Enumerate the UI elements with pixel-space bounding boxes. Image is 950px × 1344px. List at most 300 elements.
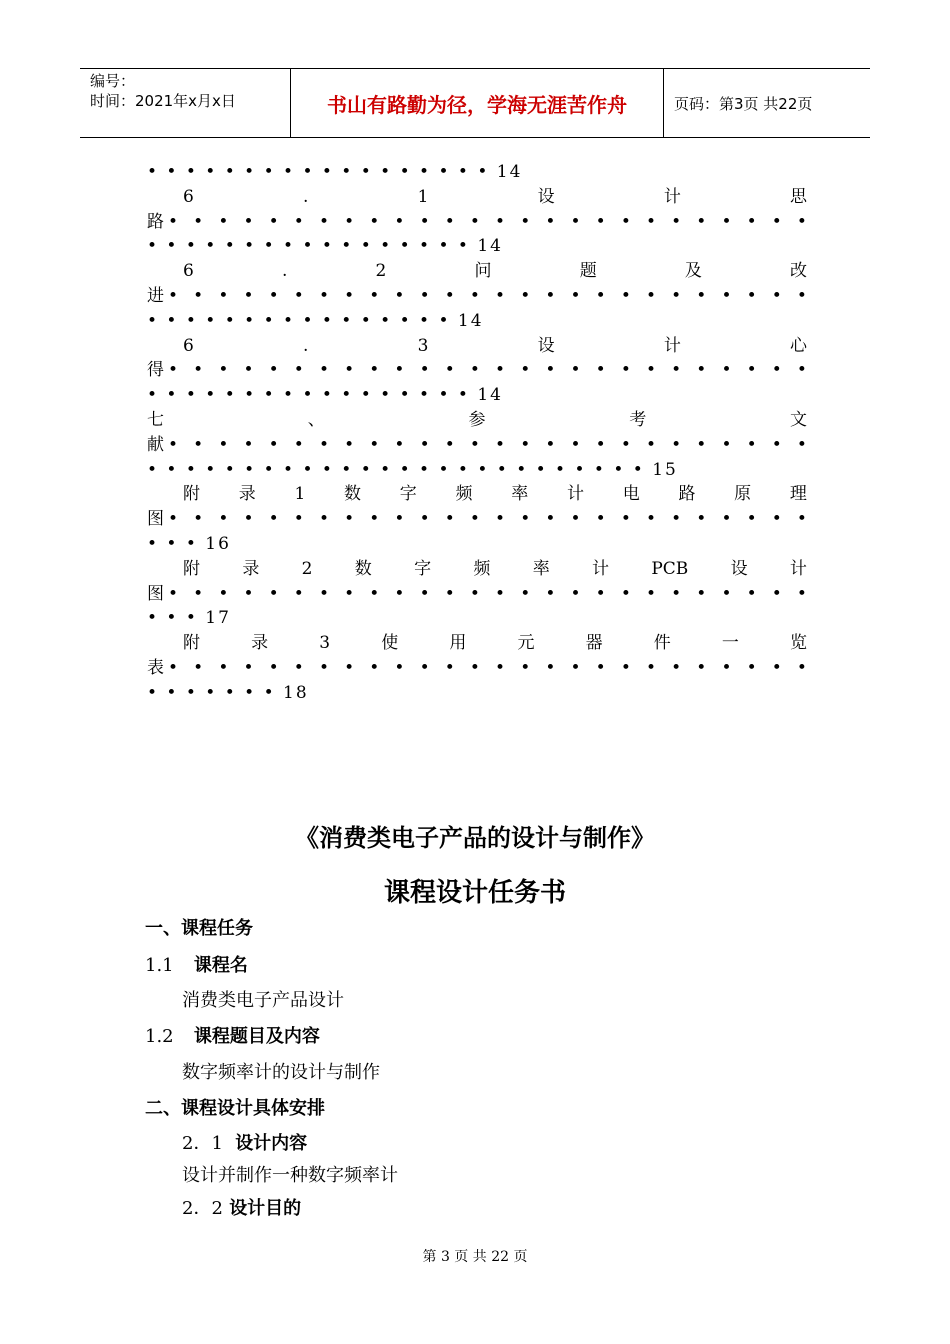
leader-dot: • xyxy=(394,583,405,604)
leader-dot: • xyxy=(293,434,304,455)
leader-dot: • xyxy=(696,285,707,306)
leader-dot: • xyxy=(394,657,405,678)
toc-entry-7-cont xyxy=(147,433,807,458)
leader-dot: • xyxy=(796,285,807,306)
section-2-1-text: 设计并制作一种数字频率计 xyxy=(182,1165,398,1186)
page-footer: 第 3 页 共 22 页 xyxy=(422,1249,528,1265)
leader-dot: • xyxy=(495,285,506,306)
section-title: 设计目的 xyxy=(229,1198,302,1219)
toc-leader-dots xyxy=(168,210,807,235)
leader-dot: • xyxy=(268,285,279,306)
toc-cont-char: 进 xyxy=(147,285,164,306)
leader-dot: • xyxy=(721,657,732,678)
leader-dot: • xyxy=(469,583,480,604)
section-title: 设计内容 xyxy=(235,1133,308,1154)
leader-dot: • xyxy=(545,211,556,232)
header-time: 时间：2021年x月x日 xyxy=(90,92,236,110)
leader-dot: • xyxy=(218,360,229,381)
toc-entry-appendix-3-cont xyxy=(147,656,807,681)
leader-dot: • xyxy=(696,211,707,232)
toc-leader-dots xyxy=(168,284,807,309)
leader-dot: • xyxy=(520,657,531,678)
leader-dot: • xyxy=(318,509,329,530)
leader-dot: • xyxy=(545,360,556,381)
leader-dot: • xyxy=(444,583,455,604)
leader-dot: • xyxy=(318,285,329,306)
leader-dot: • xyxy=(771,657,782,678)
toc-heading-part: 1 xyxy=(294,484,306,505)
toc-heading-part: 3 xyxy=(319,633,331,654)
toc-heading-part: 及 xyxy=(684,261,702,282)
leader-dot: • xyxy=(696,434,707,455)
toc-heading-part: 附 xyxy=(183,484,200,505)
toc-heading-part: 路 xyxy=(678,484,696,505)
section-1-1-heading xyxy=(145,951,248,977)
toc-leader-dots xyxy=(168,656,807,681)
toc-entry-6-1[interactable] xyxy=(147,185,807,210)
toc-heading-part: 电 xyxy=(622,484,640,505)
leader-dot: • xyxy=(545,657,556,678)
toc-heading-part: PCB xyxy=(651,558,689,579)
toc-entry-6-2[interactable] xyxy=(147,259,807,284)
leader-dot: • xyxy=(444,434,455,455)
leader-dot: • xyxy=(671,211,682,232)
toc-heading-part: 频 xyxy=(473,558,491,579)
section-2-2-heading xyxy=(182,1194,301,1220)
toc-heading-part: 参 xyxy=(468,409,486,430)
leader-dot: • xyxy=(671,509,682,530)
toc-heading-part: 设 xyxy=(730,558,748,579)
section-title: 课程名 xyxy=(193,955,248,976)
toc-heading-part: 原 xyxy=(734,484,752,505)
leader-dot: • xyxy=(268,434,279,455)
leader-dot: • xyxy=(570,360,581,381)
leader-dot: • xyxy=(419,657,430,678)
toc-entry-appendix-1[interactable] xyxy=(147,482,807,507)
leader-dot: • xyxy=(595,211,606,232)
leader-dot: • xyxy=(218,509,229,530)
toc-heading-part: 问 xyxy=(474,261,492,282)
leader-dot: • xyxy=(193,285,204,306)
toc-page-6-2: • • • • • • • • • • • • • • • • 14 xyxy=(147,310,484,331)
leader-dot: • xyxy=(168,211,179,232)
section-number: 2．1 xyxy=(182,1133,223,1154)
leader-dot: • xyxy=(520,285,531,306)
leader-dot: • xyxy=(168,434,179,455)
leader-dot: • xyxy=(469,657,480,678)
toc-cont-char: 路 xyxy=(147,211,164,232)
leader-dot: • xyxy=(495,657,506,678)
toc-heading-part: 附 xyxy=(183,558,200,579)
leader-dot: • xyxy=(268,211,279,232)
toc-heading-part: 、 xyxy=(307,409,325,430)
toc-heading-part: 数 xyxy=(354,558,372,579)
toc-heading-part: 七 xyxy=(147,409,164,430)
leader-dot: • xyxy=(218,657,229,678)
leader-dot: • xyxy=(444,285,455,306)
header-meta xyxy=(80,69,291,137)
leader-dot: • xyxy=(318,583,329,604)
leader-dot: • xyxy=(419,509,430,530)
leader-dot: • xyxy=(344,657,355,678)
toc-heading-part: 一 xyxy=(721,633,739,654)
leader-dot: • xyxy=(796,360,807,381)
leader-dot: • xyxy=(469,211,480,232)
toc-entry-appendix-2[interactable] xyxy=(147,557,807,582)
toc-page-6-3: • • • • • • • • • • • • • • • • • 14 xyxy=(147,385,503,406)
leader-dot: • xyxy=(671,285,682,306)
toc-heading-part: 改 xyxy=(790,261,807,282)
leader-dot: • xyxy=(620,583,631,604)
leader-dot: • xyxy=(595,360,606,381)
toc-page-7: • • • • • • • • • • • • • • • • • • • • • • • • • • 15 xyxy=(147,459,678,480)
leader-dot: • xyxy=(771,509,782,530)
leader-dot: • xyxy=(671,360,682,381)
toc-heading-part: . xyxy=(303,335,309,356)
toc-heading-part: 思 xyxy=(790,186,807,207)
toc-entry-6-1-cont xyxy=(147,210,807,235)
leader-dot: • xyxy=(318,657,329,678)
leader-dot: • xyxy=(394,285,405,306)
leader-dot: • xyxy=(671,657,682,678)
toc-leader-dots xyxy=(168,582,807,607)
leader-dot: • xyxy=(721,211,732,232)
section-2-heading: 二、课程设计具体安排 xyxy=(145,1098,325,1119)
toc-heading-part: 用 xyxy=(449,633,467,654)
leader-dot: • xyxy=(218,583,229,604)
leader-dot: • xyxy=(620,657,631,678)
leader-dot: • xyxy=(696,657,707,678)
toc-entry-7[interactable] xyxy=(147,408,807,433)
leader-dot: • xyxy=(394,211,405,232)
leader-dot: • xyxy=(168,360,179,381)
leader-dot: • xyxy=(419,211,430,232)
leader-dot: • xyxy=(570,509,581,530)
leader-dot: • xyxy=(545,583,556,604)
leader-dot: • xyxy=(193,434,204,455)
leader-dot: • xyxy=(645,434,656,455)
leader-dot: • xyxy=(318,434,329,455)
motto-text: 书山有路勤为径，学海无涯苦作舟 xyxy=(327,92,627,117)
toc-tail-line: • • • • • • • • • • • • • • • • • • 14 xyxy=(147,162,523,182)
leader-dot: • xyxy=(369,657,380,678)
toc-leader-dots xyxy=(168,358,807,383)
section-number: 1.1 xyxy=(145,955,174,976)
toc-cont-char: 表 xyxy=(147,657,164,678)
leader-dot: • xyxy=(444,360,455,381)
leader-dot: • xyxy=(193,583,204,604)
toc-heading-part: 3 xyxy=(417,335,429,356)
leader-dot: • xyxy=(771,285,782,306)
toc-leader-dots xyxy=(168,507,807,532)
leader-dot: • xyxy=(369,211,380,232)
leader-dot: • xyxy=(746,360,757,381)
leader-dot: • xyxy=(746,583,757,604)
leader-dot: • xyxy=(570,657,581,678)
toc-cont-char: 图 xyxy=(147,509,164,530)
leader-dot: • xyxy=(620,434,631,455)
section-2-1-heading xyxy=(182,1129,307,1155)
page-info-text: 页码：第3页 共22页 xyxy=(674,94,813,113)
leader-dot: • xyxy=(469,285,480,306)
section-1-2-heading xyxy=(145,1022,320,1048)
leader-dot: • xyxy=(746,211,757,232)
toc-heading-part: 6 xyxy=(183,186,194,207)
toc-heading-part: 附 xyxy=(183,633,200,654)
section-title: 课程题目及内容 xyxy=(193,1026,320,1047)
leader-dot: • xyxy=(419,583,430,604)
toc-heading-part: 2 xyxy=(301,558,313,579)
leader-dot: • xyxy=(193,657,204,678)
leader-dot: • xyxy=(721,360,732,381)
leader-dot: • xyxy=(620,285,631,306)
toc-entry-appendix-3[interactable] xyxy=(147,631,807,656)
leader-dot: • xyxy=(721,583,732,604)
toc-heading-part: 设 xyxy=(537,186,555,207)
leader-dot: • xyxy=(344,360,355,381)
document-title: 《消费类电子产品的设计与制作》 xyxy=(295,824,655,852)
leader-dot: • xyxy=(293,583,304,604)
leader-dot: • xyxy=(243,211,254,232)
toc-heading-part: 考 xyxy=(629,409,647,430)
section-number: 2．2 xyxy=(182,1198,223,1219)
leader-dot: • xyxy=(369,360,380,381)
leader-dot: • xyxy=(595,583,606,604)
leader-dot: • xyxy=(746,434,757,455)
leader-dot: • xyxy=(243,360,254,381)
toc-heading-part: . xyxy=(303,186,309,207)
toc-heading-part: . xyxy=(281,261,288,282)
leader-dot: • xyxy=(796,657,807,678)
leader-dot: • xyxy=(168,509,179,530)
leader-dot: • xyxy=(318,211,329,232)
leader-dot: • xyxy=(796,434,807,455)
leader-dot: • xyxy=(545,509,556,530)
leader-dot: • xyxy=(520,509,531,530)
toc-entry-6-3-cont xyxy=(147,358,807,383)
leader-dot: • xyxy=(771,583,782,604)
toc-heading-part: 计 xyxy=(592,558,610,579)
toc-heading-part: 器 xyxy=(585,633,603,654)
leader-dot: • xyxy=(419,360,430,381)
leader-dot: • xyxy=(218,434,229,455)
leader-dot: • xyxy=(595,285,606,306)
toc-heading-part: 录 xyxy=(242,558,260,579)
toc-heading-part: 件 xyxy=(653,633,671,654)
leader-dot: • xyxy=(243,583,254,604)
leader-dot: • xyxy=(419,285,430,306)
leader-dot: • xyxy=(268,509,279,530)
toc-heading-part: 元 xyxy=(517,633,535,654)
leader-dot: • xyxy=(268,657,279,678)
toc-heading-part: 频 xyxy=(455,484,473,505)
leader-dot: • xyxy=(771,211,782,232)
leader-dot: • xyxy=(620,211,631,232)
leader-dot: • xyxy=(168,583,179,604)
leader-dot: • xyxy=(369,434,380,455)
leader-dot: • xyxy=(495,434,506,455)
leader-dot: • xyxy=(444,509,455,530)
leader-dot: • xyxy=(218,285,229,306)
leader-dot: • xyxy=(696,583,707,604)
leader-dot: • xyxy=(243,434,254,455)
leader-dot: • xyxy=(344,211,355,232)
leader-dot: • xyxy=(746,285,757,306)
toc-page-appendix-1: • • • 16 xyxy=(147,533,231,554)
leader-dot: • xyxy=(293,211,304,232)
toc-entry-appendix-1-cont xyxy=(147,507,807,532)
toc-page-6-1: • • • • • • • • • • • • • • • • • 14 xyxy=(147,236,503,257)
section-1-heading: 一、课程任务 xyxy=(145,918,253,939)
toc-heading-part: 设 xyxy=(537,335,555,356)
leader-dot: • xyxy=(721,509,732,530)
leader-dot: • xyxy=(545,285,556,306)
toc-heading-part: 录 xyxy=(238,484,256,505)
leader-dot: • xyxy=(645,657,656,678)
toc-heading-part: 题 xyxy=(579,261,597,282)
toc-heading-part: 率 xyxy=(511,484,529,505)
toc-heading-part: 使 xyxy=(381,633,399,654)
leader-dot: • xyxy=(193,360,204,381)
leader-dot: • xyxy=(721,434,732,455)
toc-heading-part: 字 xyxy=(399,484,417,505)
leader-dot: • xyxy=(193,509,204,530)
leader-dot: • xyxy=(520,211,531,232)
leader-dot: • xyxy=(645,583,656,604)
leader-dot: • xyxy=(696,509,707,530)
leader-dot: • xyxy=(796,211,807,232)
toc-heading-part: 文 xyxy=(790,409,807,430)
leader-dot: • xyxy=(545,434,556,455)
leader-dot: • xyxy=(595,434,606,455)
leader-dot: • xyxy=(469,434,480,455)
header-motto xyxy=(291,69,664,137)
toc-cont-char: 献 xyxy=(147,434,164,455)
section-1-1-text: 消费类电子产品设计 xyxy=(182,990,344,1011)
leader-dot: • xyxy=(771,360,782,381)
leader-dot: • xyxy=(243,657,254,678)
toc-heading-part: 览 xyxy=(789,633,807,654)
leader-dot: • xyxy=(293,285,304,306)
leader-dot: • xyxy=(193,211,204,232)
leader-dot: • xyxy=(168,285,179,306)
leader-dot: • xyxy=(645,509,656,530)
leader-dot: • xyxy=(243,285,254,306)
leader-dot: • xyxy=(243,509,254,530)
table-of-contents xyxy=(147,160,807,706)
leader-dot: • xyxy=(268,360,279,381)
toc-heading-part: 计 xyxy=(663,335,681,356)
leader-dot: • xyxy=(645,360,656,381)
section-number: 1.2 xyxy=(145,1026,174,1047)
toc-heading-part: 1 xyxy=(417,186,429,207)
leader-dot: • xyxy=(620,360,631,381)
toc-entry-6-2-cont xyxy=(147,284,807,309)
leader-dot: • xyxy=(369,285,380,306)
toc-heading-part: 理 xyxy=(789,484,807,505)
leader-dot: • xyxy=(671,583,682,604)
leader-dot: • xyxy=(369,583,380,604)
leader-dot: • xyxy=(469,360,480,381)
leader-dot: • xyxy=(394,360,405,381)
header-number: 编号： xyxy=(90,72,136,90)
toc-heading-part: 计 xyxy=(566,484,584,505)
leader-dot: • xyxy=(293,360,304,381)
toc-heading-part: 计 xyxy=(663,186,681,207)
leader-dot: • xyxy=(796,509,807,530)
leader-dot: • xyxy=(168,657,179,678)
toc-leader-dots xyxy=(168,433,807,458)
page-header xyxy=(80,68,870,138)
leader-dot: • xyxy=(444,211,455,232)
leader-dot: • xyxy=(344,509,355,530)
leader-dot: • xyxy=(394,434,405,455)
toc-entry-6-3[interactable] xyxy=(147,334,807,359)
toc-cont-char: 图 xyxy=(147,583,164,604)
leader-dot: • xyxy=(520,583,531,604)
toc-heading-part: 计 xyxy=(789,558,807,579)
toc-heading-part: 字 xyxy=(414,558,432,579)
toc-heading-part: 2 xyxy=(375,261,387,282)
leader-dot: • xyxy=(318,360,329,381)
leader-dot: • xyxy=(721,285,732,306)
leader-dot: • xyxy=(495,509,506,530)
leader-dot: • xyxy=(293,509,304,530)
toc-heading-part: 心 xyxy=(790,335,807,356)
leader-dot: • xyxy=(444,657,455,678)
header-page-info xyxy=(664,69,870,137)
leader-dot: • xyxy=(344,434,355,455)
leader-dot: • xyxy=(520,360,531,381)
leader-dot: • xyxy=(344,583,355,604)
leader-dot: • xyxy=(369,509,380,530)
leader-dot: • xyxy=(771,434,782,455)
leader-dot: • xyxy=(268,583,279,604)
leader-dot: • xyxy=(645,211,656,232)
toc-entry-appendix-2-cont xyxy=(147,582,807,607)
leader-dot: • xyxy=(671,434,682,455)
document-subtitle: 课程设计任务书 xyxy=(383,878,566,908)
leader-dot: • xyxy=(645,285,656,306)
leader-dot: • xyxy=(469,509,480,530)
leader-dot: • xyxy=(344,285,355,306)
section-1-2-text: 数字频率计的设计与制作 xyxy=(182,1062,380,1083)
toc-heading-part: 6 xyxy=(183,335,194,356)
leader-dot: • xyxy=(419,434,430,455)
leader-dot: • xyxy=(570,434,581,455)
leader-dot: • xyxy=(394,509,405,530)
toc-page-appendix-2: • • • 17 xyxy=(147,608,231,629)
toc-heading-part: 数 xyxy=(344,484,362,505)
leader-dot: • xyxy=(495,211,506,232)
leader-dot: • xyxy=(570,285,581,306)
leader-dot: • xyxy=(570,583,581,604)
leader-dot: • xyxy=(796,583,807,604)
leader-dot: • xyxy=(696,360,707,381)
toc-heading-part: 6 xyxy=(183,261,194,282)
leader-dot: • xyxy=(570,211,581,232)
leader-dot: • xyxy=(620,509,631,530)
toc-page-appendix-3: • • • • • • • 18 xyxy=(147,682,309,703)
leader-dot: • xyxy=(495,360,506,381)
leader-dot: • xyxy=(495,583,506,604)
leader-dot: • xyxy=(520,434,531,455)
leader-dot: • xyxy=(293,657,304,678)
leader-dot: • xyxy=(595,657,606,678)
leader-dot: • xyxy=(746,657,757,678)
toc-heading-part: 率 xyxy=(532,558,550,579)
leader-dot: • xyxy=(218,211,229,232)
